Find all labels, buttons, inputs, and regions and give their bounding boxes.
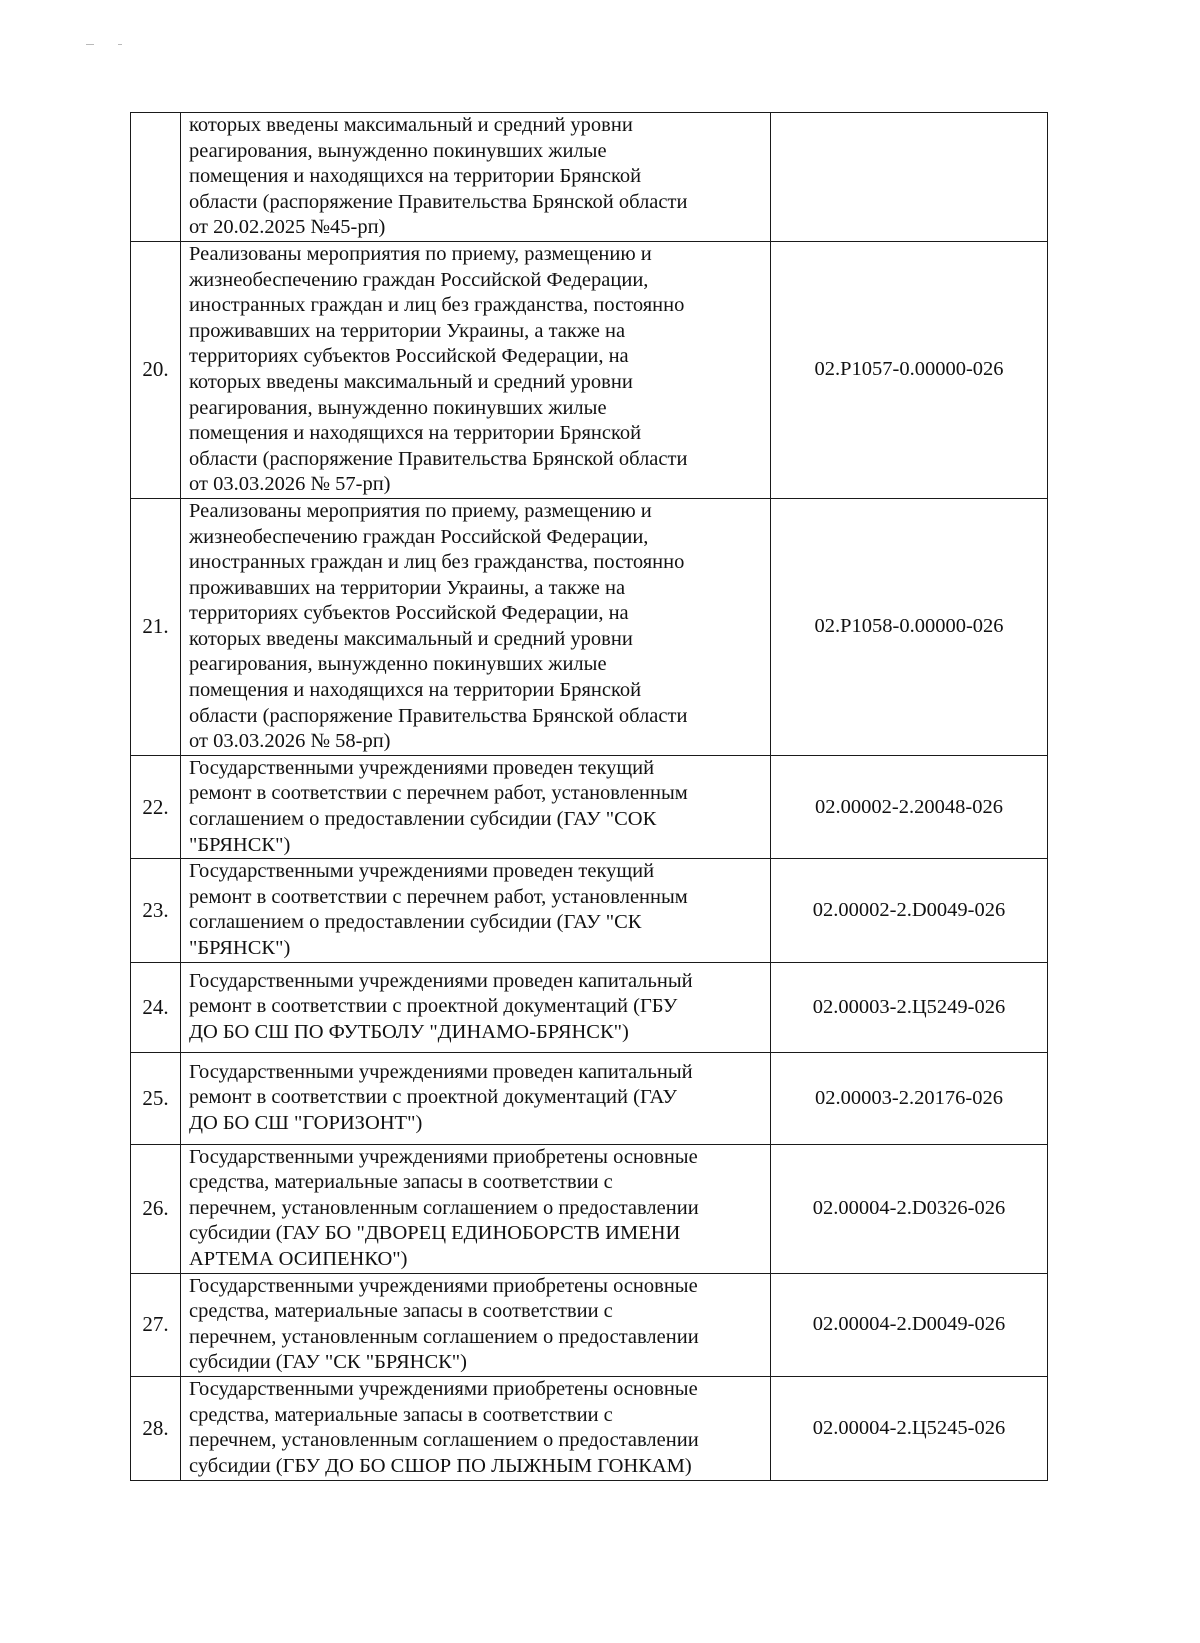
description-line: жизнеобеспечению граждан Российской Федерации, (189, 525, 649, 548)
description-line: помещения и находящихся на территории Брянской (189, 165, 642, 188)
description-line: субсидии (ГАУ "СК "БРЯНСК") (189, 1351, 468, 1374)
table-row (131, 498, 1048, 755)
description-line: от 20.02.2025 №45-рп) (189, 216, 386, 239)
description-line: перечнем, установленным соглашением о предоставлении (189, 1196, 699, 1219)
row-number: 24. (131, 962, 181, 1052)
description-line: ДО БО СШ "ГОРИЗОНТ") (189, 1111, 423, 1134)
row-description (181, 1052, 771, 1144)
description-line: соглашением о предоставлении субсидии (ГАУ "СОК (189, 808, 657, 831)
row-description (181, 1144, 771, 1273)
row-description (181, 1376, 771, 1480)
row-code: 02.00004-2.D0326-026 (771, 1144, 1048, 1273)
description-line: иностранных граждан и лиц без гражданства, постоянно (189, 551, 685, 574)
table-row (131, 1144, 1048, 1273)
description-line: которых введены максимальный и средний уровни (189, 114, 633, 136)
row-code: 02.00002-2.D0049-026 (771, 859, 1048, 962)
description-line: ремонт в соответствии с перечнем работ, установленным (189, 885, 688, 908)
measures-table-body (131, 113, 1048, 1481)
description-line: соглашением о предоставлении субсидии (ГАУ "СК (189, 911, 642, 934)
description-line: средства, материальные запасы в соответствии с (189, 1300, 613, 1323)
description-line: ДО БО СШ ПО ФУТБОЛУ "ДИНАМО-БРЯНСК") (189, 1020, 629, 1043)
description-line: ремонт в соответствии с проектной документаций (ГАУ (189, 1086, 678, 1109)
row-code: 02.Р1058-0.00000-026 (771, 498, 1048, 755)
row-number: 28. (131, 1376, 181, 1480)
description-line: "БРЯНСК") (189, 833, 291, 856)
row-number: 20. (131, 241, 181, 498)
description-line: ремонт в соответствии с проектной документаций (ГБУ (189, 995, 678, 1018)
table-row (131, 241, 1048, 498)
description-line: которых введены максимальный и средний уровни (189, 627, 633, 650)
row-number: 25. (131, 1052, 181, 1144)
row-code: 02.00002-2.20048-026 (771, 755, 1048, 858)
table-row (131, 1273, 1048, 1376)
scan-mark (118, 44, 122, 45)
row-number: 21. (131, 498, 181, 755)
table-row (131, 1052, 1048, 1144)
row-code: 02.00003-2.20176-026 (771, 1052, 1048, 1144)
row-number (131, 113, 181, 242)
table-row (131, 962, 1048, 1052)
row-number: 22. (131, 755, 181, 858)
row-description (181, 498, 771, 755)
row-description (181, 755, 771, 858)
description-line: области (распоряжение Правительства Брянской области (189, 447, 688, 470)
description-line: Государственными учреждениями проведен текущий (189, 756, 655, 779)
description-line: реагирования, вынужденно покинувших жилые (189, 139, 607, 162)
row-code: 02.Р1057-0.00000-026 (771, 241, 1048, 498)
description-line: "БРЯНСК") (189, 937, 291, 959)
description-line: реагирования, вынужденно покинувших жилые (189, 653, 607, 676)
description-line: проживавших на территории Украины, а также на (189, 576, 626, 599)
row-code: 02.00004-2.D0049-026 (771, 1273, 1048, 1376)
row-number: 23. (131, 859, 181, 962)
row-code: 02.00004-2.Ц5245-026 (771, 1376, 1048, 1480)
description-line: жизнеобеспечению граждан Российской Федерации, (189, 268, 649, 291)
description-line: Государственными учреждениями проведен капитальный (189, 969, 693, 992)
description-line: субсидии (ГБУ ДО БО СШОР ПО ЛЫЖНЫМ ГОНКАМ) (189, 1455, 692, 1478)
description-line: перечнем, установленным соглашением о предоставлении (189, 1325, 699, 1348)
description-line: помещения и находящихся на территории Брянской (189, 679, 642, 702)
row-code (771, 113, 1048, 242)
description-line: области (распоряжение Правительства Брянской области (189, 190, 688, 213)
description-line: Реализованы мероприятия по приему, размещению и (189, 242, 652, 265)
description-line: АРТЕМА ОСИПЕНКО") (189, 1247, 408, 1270)
description-line: от 03.03.2026 № 58-рп) (189, 730, 391, 753)
row-description (181, 859, 771, 962)
description-line: средства, материальные запасы в соответствии с (189, 1171, 613, 1194)
description-line: которых введены максимальный и средний уровни (189, 370, 633, 393)
description-line: от 03.03.2026 № 57-рп) (189, 473, 391, 496)
row-description (181, 962, 771, 1052)
description-line: субсидии (ГАУ БО "ДВОРЕЦ ЕДИНОБОРСТВ ИМЕНИ (189, 1222, 681, 1245)
row-description (181, 241, 771, 498)
description-line: территориях субъектов Российской Федерации, на (189, 602, 629, 625)
description-line: проживавших на территории Украины, а также на (189, 319, 626, 342)
description-line: средства, материальные запасы в соответствии с (189, 1403, 613, 1426)
row-number: 27. (131, 1273, 181, 1376)
row-description (181, 113, 771, 242)
description-line: Реализованы мероприятия по приему, размещению и (189, 499, 652, 522)
description-line: помещения и находящихся на территории Брянской (189, 422, 642, 445)
description-line: области (распоряжение Правительства Брянской области (189, 704, 688, 727)
table-row (131, 1376, 1048, 1480)
description-line: Государственными учреждениями приобретены основные (189, 1378, 698, 1401)
scan-mark (86, 44, 94, 45)
row-code: 02.00003-2.Ц5249-026 (771, 962, 1048, 1052)
description-line: Государственными учреждениями проведен капитальный (189, 1060, 693, 1083)
description-line: территориях субъектов Российской Федерации, на (189, 345, 629, 368)
description-line: реагирования, вынужденно покинувших жилые (189, 396, 607, 419)
description-line: Государственными учреждениями приобретены основные (189, 1274, 698, 1297)
table-row (131, 113, 1048, 242)
table-row (131, 859, 1048, 962)
table-row (131, 755, 1048, 858)
description-line: ремонт в соответствии с перечнем работ, установленным (189, 782, 688, 805)
description-line: Государственными учреждениями приобретены основные (189, 1145, 698, 1168)
row-number: 26. (131, 1144, 181, 1273)
description-line: Государственными учреждениями проведен текущий (189, 860, 655, 883)
measures-table (130, 112, 1048, 1481)
description-line: перечнем, установленным соглашением о предоставлении (189, 1429, 699, 1452)
row-description (181, 1273, 771, 1376)
description-line: иностранных граждан и лиц без гражданства, постоянно (189, 294, 685, 317)
